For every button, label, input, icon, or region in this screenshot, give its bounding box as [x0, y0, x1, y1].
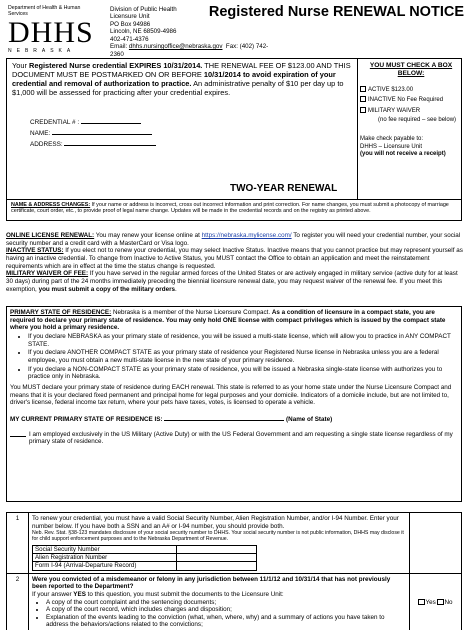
address-line: Licensure Unit [110, 13, 150, 21]
option-military-label: MILITARY WAIVER [368, 107, 421, 114]
military-checkbox[interactable] [360, 107, 366, 113]
military-note: (no fee required – see below) [378, 117, 457, 123]
address-line: Lincoln, NE 68509-4986 [110, 28, 177, 36]
yes-label: Yes [425, 598, 436, 606]
address-line: PO Box 94986 [110, 20, 151, 28]
logo-mark: DHHS [8, 16, 94, 50]
email-label: Email: [110, 43, 129, 51]
online-renewal-paragraph [6, 232, 466, 247]
status-options-title: YOU MUST CHECK A BOX BELOW: [369, 62, 453, 78]
id-field-label: Alien Registration Number [33, 554, 177, 562]
payable-label: Make check payable to: [360, 136, 424, 143]
online-renewal-text: You may renew your license online at [94, 232, 202, 239]
option-military[interactable] [360, 107, 462, 115]
agency-logo [8, 6, 96, 62]
active-checkbox[interactable] [360, 86, 366, 92]
penalty-text: An administrative penalty of $10 per day up to $1,000 will be assessed for practicing after your credential expires. [12, 78, 344, 97]
name-address-changes-box [6, 199, 462, 221]
state-field-suffix: (Name of State) [286, 416, 333, 424]
option-active[interactable] [360, 86, 462, 94]
deadline-text: 10/31/2014 to avoid expiration of your credential and removal of authorization to practice. [12, 69, 336, 88]
military-waiver-paragraph [6, 270, 466, 293]
primary-state-label: PRIMARY STATE OF RESIDENCE: [10, 309, 112, 316]
id-field-label: Form I-94 (Arrival-Departure Record) [33, 562, 177, 570]
military-waiver-text: If you have served in the regular armed forces of the United States or are actively engaged in military service (active duty for at least 30 days) during part of the 24 months immediately preceding the biennial licensure renewal date, you may request waiver of the renewal fee. If you meet this exemption, [6, 270, 458, 293]
question-text: Were you convicted of a misdemeanor or felony in any jurisdiction between 11/1/12 and 10/31/14 that has not previously been reported to the Department? [32, 575, 391, 591]
expiry-text: Registered Nurse credential EXPIRES 10/31/2014. [29, 61, 203, 70]
online-renewal-label: ONLINE LICENSE RENEWAL: [6, 232, 95, 239]
option-inactive-label: INACTIVE No Fee Required [368, 97, 444, 104]
list-item: • A copy of the court complaint and the sentencing documents; [46, 599, 406, 607]
fee-text: THE RENEWAL FEE OF $123.00 AND THIS DOCUMENT MUST BE POSTMARKED ON OR BEFORE [12, 61, 351, 79]
i94-input[interactable] [177, 562, 257, 570]
inactive-checkbox[interactable] [360, 96, 366, 102]
receipt-note: (you will not receive a receipt) [360, 150, 446, 157]
question-instruction [32, 591, 406, 599]
option-active-label: ACTIVE $123.00 [368, 87, 414, 94]
list-item: • If you declare ANOTHER COMPACT STATE as your primary state of residence your Registered Nurse license in Nebraska unless you are a federal employee, you must obtain a new multi-state license in the new state of your primary residence. [28, 349, 458, 364]
military-waiver-end: . [175, 285, 177, 293]
name-change-text: If your name or address is incorrect, cross out incorrect information and print correction. For name changes, you must submit a photocopy of marriage certificate, court order, etc., to provide proof of legal name change. Updates will be made in the credential records and on the registry as printed above. [11, 202, 449, 215]
fax-number: Fax: (402) 742-2360 [110, 43, 269, 58]
state-field[interactable] [164, 415, 284, 421]
list-item: • If you declare NEBRASKA as your primary state of residence, you will be issued a multi-state license, which will allow you to practice in ANY COMPACT STATE. [28, 333, 458, 348]
online-renewal-text-2: To register you will need your credential number, your social security number and a credit card with a MasterCard or Visa logo. [6, 232, 461, 247]
federal-employment-text: I am employed exclusively in the US Military (Active Duty) or with the US Federal Government and am requesting a single state license regardless of my primary state of residence. [29, 430, 453, 446]
name-change-label: NAME & ADDRESS CHANGES: [11, 202, 91, 208]
address-label: ADDRESS: [30, 141, 63, 148]
name-field[interactable] [52, 129, 152, 135]
name-row [30, 129, 152, 138]
logo-subtitle: NEBRASKA [8, 48, 76, 55]
address-line: 402-471-4376 [110, 35, 149, 43]
ssn-disclosure-note: Neb. Rev. Stat. §38-123 mandates disclosure of your social security number to DHHS. Your social security number is not public information, DHHS may disclose it for child support enforcement purposes and to the Nebraska Department of Revenue. [32, 530, 404, 543]
instruction-text: If your answer [32, 590, 74, 598]
list-item: • A copy of the court record, which includes charges and disposition; [46, 606, 406, 614]
renewal-lead [12, 62, 352, 98]
id-number-fields [32, 545, 257, 571]
credential-row [30, 118, 141, 127]
table-row [33, 562, 257, 570]
logo-department: Department of Health & Human Services [8, 5, 81, 17]
lead-text: Your [12, 61, 29, 70]
military-orders-text: you must submit a copy of the military orders [38, 285, 176, 293]
federal-employment-row [10, 431, 458, 446]
address-row [30, 140, 156, 149]
payable-to: DHHS – Licensure Unit [360, 143, 423, 150]
answer-cell [410, 513, 462, 574]
contact-line [110, 43, 280, 58]
question-content [29, 513, 410, 574]
state-declaration-row [10, 415, 458, 424]
list-item: • Explanation of the events leading to the conviction (what, when, where, why) and a summary of actions you have taken to address the behaviors/actions related to the convictions; [46, 614, 406, 629]
name-label: NAME: [30, 130, 51, 137]
info-section [6, 232, 466, 293]
table-row [7, 513, 462, 574]
table-row [33, 545, 257, 553]
questions-table [6, 512, 462, 630]
inactive-status-label: INACTIVE STATUS: [6, 247, 64, 255]
address-line: Division of Public Health [110, 6, 177, 13]
question-number: 1 [7, 513, 29, 574]
primary-state-bullets [28, 333, 458, 381]
list-item: • If you declare a NON-COMPACT STATE as your primary state of residence, you will be issued a Nebraska single-state license with authorizes you to practice only in Nebraska. [28, 366, 458, 381]
online-renewal-link[interactable]: https://nebraska.mylicense.com/ [201, 232, 292, 239]
option-inactive[interactable] [360, 96, 462, 104]
address-field[interactable] [64, 140, 156, 146]
question-text: To renew your credential, you must have a valid Social Security Number, Alien Registration Number, and/or I-94 Number. Enter your number below. If you have both a SSN and an A# or I-94 number, you should provide both. [32, 515, 399, 530]
question-content [29, 573, 410, 630]
id-field-label: Social Security Number [33, 545, 177, 553]
inactive-status-paragraph [6, 247, 466, 270]
conviction-documents-list [46, 599, 406, 629]
instruction-yes: YES [73, 590, 86, 598]
status-options-panel [360, 62, 462, 158]
credential-field[interactable] [81, 118, 141, 124]
primary-state-section [10, 309, 458, 446]
alien-number-input[interactable] [177, 554, 257, 562]
table-row [7, 573, 462, 630]
ssn-input[interactable] [177, 545, 257, 553]
inactive-status-text: If you elect not to renew your credential, you may select Inactive Status. Inactive means that you cannot practice but may represent yourself as having an inactive credential. To change from Inactive to Active Status, you MUST contact the Office to obtain an application and meet the reinstatement requirements which are in effect at the time the status change is requested. [6, 247, 463, 270]
federal-employment-checkline[interactable] [10, 431, 26, 437]
military-waiver-label: MILITARY WAIVER OF FEE: [6, 270, 89, 278]
email-link[interactable]: dhhs.nursingoffice@nebraska.gov [128, 43, 223, 51]
no-label: No [444, 598, 453, 606]
page-title: Registered Nurse RENEWAL NOTICE [208, 4, 464, 20]
instruction-text-end: to this question, you must submit the documents to the Licensure Unit: [85, 590, 284, 598]
answer-cell [410, 573, 462, 630]
question-number: 2 [7, 573, 29, 630]
primary-state-explanation: You MUST declare your primary state of residence during EACH renewal. This state is referred to as your home state under the Nurse Licensure Compact and means that it is your declared fixed permanent and principal home for legal purposes and your domicile. Indicators of a domicile include, but are not limited to, driver's license, federal income tax return, where your pets have taxes, votes, is licensed to operate a vehicle. [10, 384, 452, 407]
credential-label: CREDENTIAL # : [30, 119, 80, 126]
primary-state-text: Nebraska is a member of the Nurse Licensure Compact. [111, 309, 272, 316]
primary-state-intro [10, 309, 458, 332]
table-row [33, 554, 257, 562]
primary-state-requirement: As a condition of licensure in a compact state, you are required to declare your primary state of residence. You may only hold ONE license with compact privileges which is issued by the compact state where you hold a primary residence. [10, 309, 446, 332]
two-year-renewal-label: TWO-YEAR RENEWAL [230, 183, 338, 194]
state-declaration-label: MY CURRENT PRIMARY STATE OF RESIDENCE IS: [10, 416, 163, 424]
